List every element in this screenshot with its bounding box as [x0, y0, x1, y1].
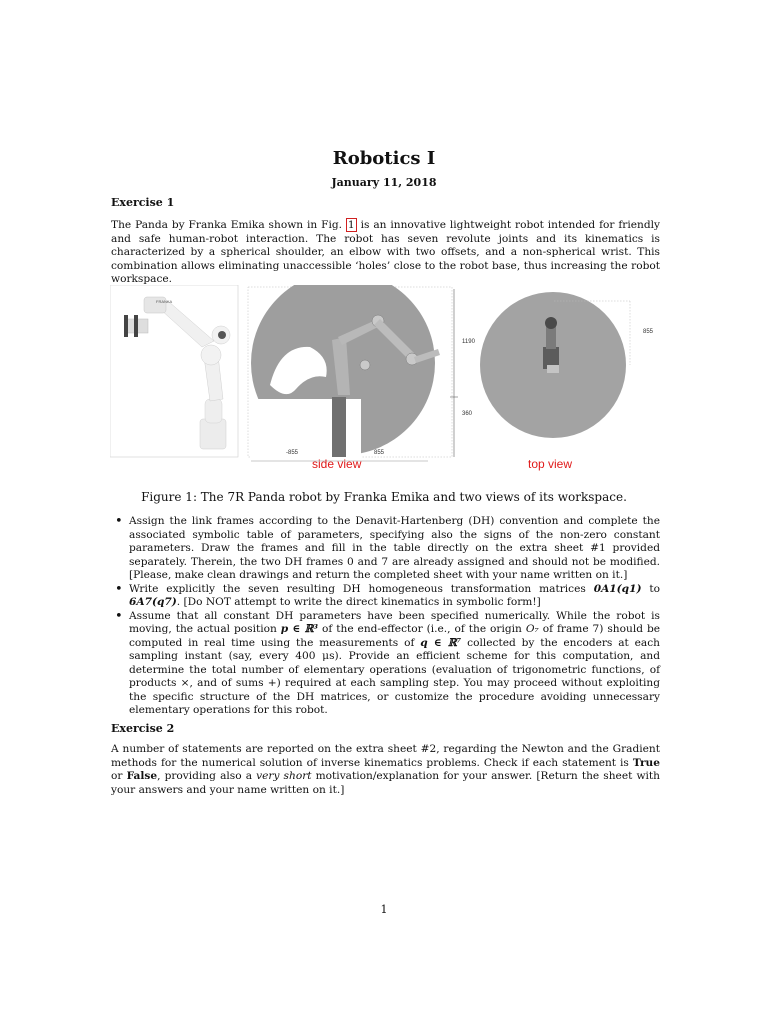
matrix-a7: 6A7(q7)	[129, 596, 177, 608]
symbol-q: q ∈ ℝ⁷	[420, 636, 462, 649]
top-dim-label-855: 855	[643, 329, 654, 335]
matrix-a1: 0A1(q1)	[593, 582, 642, 595]
robot-brand-text: FRANKA	[156, 299, 173, 304]
task-3-text-c: of frame 7) should be computed in real time using the measurements of	[129, 623, 660, 649]
symbol-o7: O₇	[525, 623, 539, 635]
exercise-1-intro	[111, 219, 660, 287]
task-1-text: Assign the link frames according to the Denavit-Hartenberg (DH) convention and complete the associated symbolic table of parameters, specifying also the signs of the non-zero constant parameters. Draw the frames and fill in the table directly on the extra sheet #1 provided separately. Therein, the two DH frames 0 and 7 are already assigned and should not be modified. [Please, make clean drawings and return the completed sheet with your name written on it.]	[129, 515, 660, 581]
task-efficient-scheme	[129, 610, 660, 718]
dim-label-855: 855	[374, 450, 385, 456]
figure-1-graphics	[110, 285, 670, 475]
false-word: False	[126, 770, 158, 782]
ex2-text-a: A number of statements are reported on the extra sheet #2, regarding the Newton and the Gradient methods for the numerical solution of inverse kinematics problems. Check if each statement is	[111, 743, 660, 769]
top-view-workspace	[480, 292, 654, 438]
top-view-label: top view	[528, 457, 573, 471]
panda-robot-photo	[110, 285, 238, 457]
figure-reference-link[interactable]: 1	[347, 219, 355, 231]
true-word: True	[632, 756, 660, 769]
ex2-text-c: , providing also a	[157, 770, 257, 782]
ex2-text-d: motivation/explanation for your answer. [Return the sheet with your answers and your name written on it.]	[111, 770, 660, 796]
figure-1	[110, 285, 670, 475]
task-dh-frames	[129, 515, 660, 583]
task-3-text-b: of the end-effector (i.e., of the origin	[318, 623, 526, 635]
very-short-emphasis: very short	[256, 770, 312, 782]
exercise-2-text	[111, 743, 660, 797]
document-date: January 11, 2018	[331, 176, 437, 189]
intro-text-a: The Panda by Franka Emika shown in Fig.	[111, 219, 346, 231]
task-2-text-b: to	[641, 582, 660, 595]
symbol-p: p ∈ ℝ³	[280, 623, 319, 635]
intro-text-b: is an innovative lightweight robot intended for friendly and safe human-robot interaction. The robot has seven revolute joints and its kinematics is characterized by a spherical shoulder, an elbow with two offsets, and a non-spherical wrist. This combination allows eliminating unaccessible ‘holes’ close to the robot base, thus increasing the robot workspace.	[111, 219, 660, 285]
task-3-text-a: Assume that all constant DH parameters have been specified numerically. While the robot is moving, the actual position	[129, 609, 660, 635]
task-dh-matrices	[129, 583, 660, 610]
task-3-text-d: collected by the encoders at each sampling instant (say, every 400 μs). Provide an efficient scheme for this computation, and determine the total number of elementary operations (evaluation of trigonometric functions, of products ×, and of sums +) required at each sampling step. You may proceed without exploiting the specific structure of the DH matrices, or customize the procedure avoiding unnecessary elementary operations for this robot.	[129, 636, 660, 716]
ex2-text-b: or	[111, 770, 127, 782]
exercise-1-heading: Exercise 1	[111, 196, 175, 209]
task-2-text-c: . [Do NOT attempt to write the direct kinematics in symbolic form!]	[176, 596, 541, 608]
task-2-text-a: Write explicitly the seven resulting DH homogeneous transformation matrices	[129, 582, 594, 595]
side-view-label: side view	[312, 457, 362, 471]
side-view-workspace	[248, 285, 476, 461]
page-title: Robotics I	[332, 148, 436, 169]
exercise-2-heading: Exercise 2	[111, 722, 175, 735]
dim-label-360: 360	[462, 411, 473, 417]
dim-label-1190: 1190	[462, 339, 475, 345]
figure-1-caption: Figure 1: The 7R Panda robot by Franka Emika and two views of its workspace.	[141, 490, 627, 504]
exercise-1-tasks	[129, 515, 660, 718]
page-number: 1	[380, 903, 388, 916]
dim-label-minus-855: -855	[286, 450, 299, 456]
